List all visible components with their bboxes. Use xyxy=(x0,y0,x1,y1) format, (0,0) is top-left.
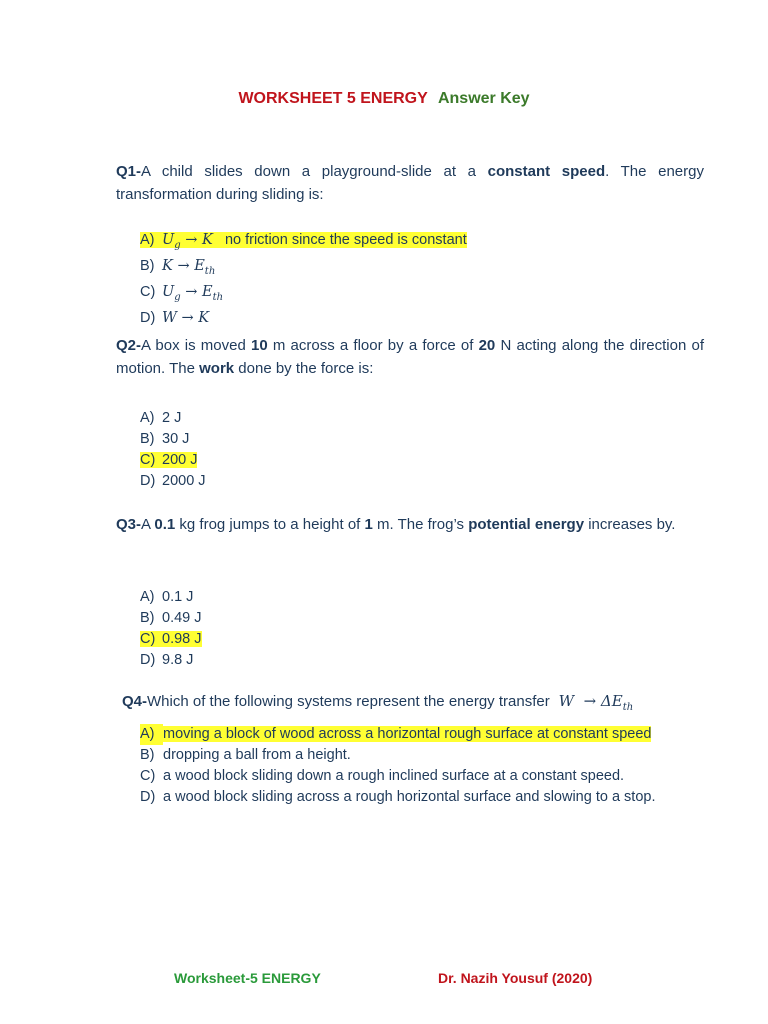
q4-options xyxy=(140,724,704,808)
title-main: WORKSHEET 5 ENERGY xyxy=(238,90,428,107)
q1-option-c-formula: $U_g \to E_{th}$ xyxy=(162,283,224,303)
q2-option-a-text: 2 J xyxy=(162,410,182,426)
q1-option-d-letter: D) xyxy=(140,309,156,326)
q2-option-c-text: 200 J xyxy=(162,452,198,468)
q2-option-a xyxy=(140,408,206,429)
q3-option-a-text: 0.1 J xyxy=(162,589,194,605)
worksheet-title xyxy=(0,90,768,108)
q1-option-c-letter: C) xyxy=(140,283,156,300)
q4-option-d xyxy=(140,787,704,808)
q4-text-1: Which of the following systems represent the energy transfer xyxy=(147,693,554,710)
title-answer-key: Answer Key xyxy=(437,90,530,107)
q4-option-c-text: a wood block sliding down a rough inclined surface at a constant speed. xyxy=(163,768,625,784)
q3-options xyxy=(140,587,202,671)
q3-option-d xyxy=(140,650,202,671)
question-1 xyxy=(116,160,704,206)
q4-option-a xyxy=(140,724,704,745)
q1-option-d xyxy=(140,308,467,329)
q4-formula: $W \to \Delta E_{th}$ xyxy=(553,692,634,713)
q3-text-2: kg frog jumps to a height of xyxy=(175,516,365,533)
q1-option-d-formula: W → K xyxy=(162,309,210,326)
q2-option-c xyxy=(140,450,206,471)
q4-option-d-letter: D) xyxy=(140,789,156,805)
q1-options xyxy=(140,230,467,329)
q3-text-4: increases by. xyxy=(584,516,676,533)
q3-option-c-letter: C) xyxy=(140,631,156,647)
q2-number: Q2- xyxy=(116,337,142,354)
q1-option-b-letter: B) xyxy=(140,257,155,274)
q1-option-b-formula: $K \to E_{th}$ xyxy=(162,257,216,277)
q2-option-d-text: 2000 J xyxy=(162,473,206,489)
q4-option-b-letter: B) xyxy=(140,747,155,763)
q4-option-c-letter: C) xyxy=(140,768,156,784)
footer-worksheet-name: Worksheet-5 ENERGY xyxy=(174,970,321,986)
q1-option-a-letter: A) xyxy=(140,232,155,248)
q4-option-b-text: dropping a ball from a height. xyxy=(163,747,351,763)
q2-bold-1: 10 xyxy=(250,337,268,354)
q3-bold-3: potential energy xyxy=(468,516,585,533)
q2-option-c-letter: C) xyxy=(140,452,156,468)
question-3 xyxy=(116,513,704,536)
q1-text-2: . The energy transformation during sliding is: xyxy=(116,163,704,203)
q2-text-1: A box is moved xyxy=(141,337,251,354)
q3-bold-1: 0.1 xyxy=(154,516,176,533)
q1-number: Q1- xyxy=(116,163,142,180)
q3-option-c xyxy=(140,629,202,650)
q3-option-b xyxy=(140,608,202,629)
q3-option-d-text: 9.8 J xyxy=(162,652,194,668)
q1-option-a xyxy=(140,230,467,256)
q3-option-b-text: 0.49 J xyxy=(162,610,202,626)
q2-option-b xyxy=(140,429,206,450)
q1-option-a-formula: $U_g \to K$ xyxy=(162,232,213,251)
q3-option-a xyxy=(140,587,202,608)
q4-option-a-letter: A) xyxy=(140,724,163,745)
q3-option-c-text: 0.98 J xyxy=(162,631,202,647)
question-2 xyxy=(116,334,704,380)
q1-option-b xyxy=(140,256,467,282)
q4-option-d-text: a wood block sliding across a rough horizontal surface and slowing to a stop. xyxy=(163,789,656,805)
q3-text-3: m. The frog’s xyxy=(372,516,469,533)
q2-option-b-text: 30 J xyxy=(162,431,190,447)
q4-option-c xyxy=(140,766,704,787)
q1-bold-1: constant speed xyxy=(487,163,606,180)
q2-option-d-letter: D) xyxy=(140,473,156,489)
q2-option-b-letter: B) xyxy=(140,431,155,447)
q2-options xyxy=(140,408,206,492)
q3-number: Q3- xyxy=(116,516,142,533)
q2-text-4: done by the force is: xyxy=(234,360,374,377)
question-4 xyxy=(122,690,712,719)
q3-option-a-letter: A) xyxy=(140,589,155,605)
q2-bold-3: work xyxy=(199,360,235,377)
q3-option-b-letter: B) xyxy=(140,610,155,626)
q2-text-2: m across a floor by a force of xyxy=(267,337,479,354)
q2-bold-2: 20 xyxy=(478,337,496,354)
q2-option-d xyxy=(140,471,206,492)
q4-option-b xyxy=(140,745,704,766)
q1-option-c xyxy=(140,282,467,308)
q4-number: Q4- xyxy=(122,693,148,710)
q3-text-1: A xyxy=(141,516,155,533)
footer-author: Dr. Nazih Yousuf (2020) xyxy=(438,970,593,986)
q2-option-a-letter: A) xyxy=(140,410,155,426)
q1-text-1: A child slides down a playground-slide at a xyxy=(141,163,488,180)
q4-option-a-text: moving a block of wood across a horizontal rough surface at constant speed xyxy=(163,726,652,742)
q2-text-3: N acting along the direction of motion. The xyxy=(116,337,705,377)
q3-bold-2: 1 xyxy=(364,516,373,533)
q3-option-d-letter: D) xyxy=(140,652,156,668)
q1-option-a-note: no friction since the speed is constant xyxy=(224,232,467,248)
